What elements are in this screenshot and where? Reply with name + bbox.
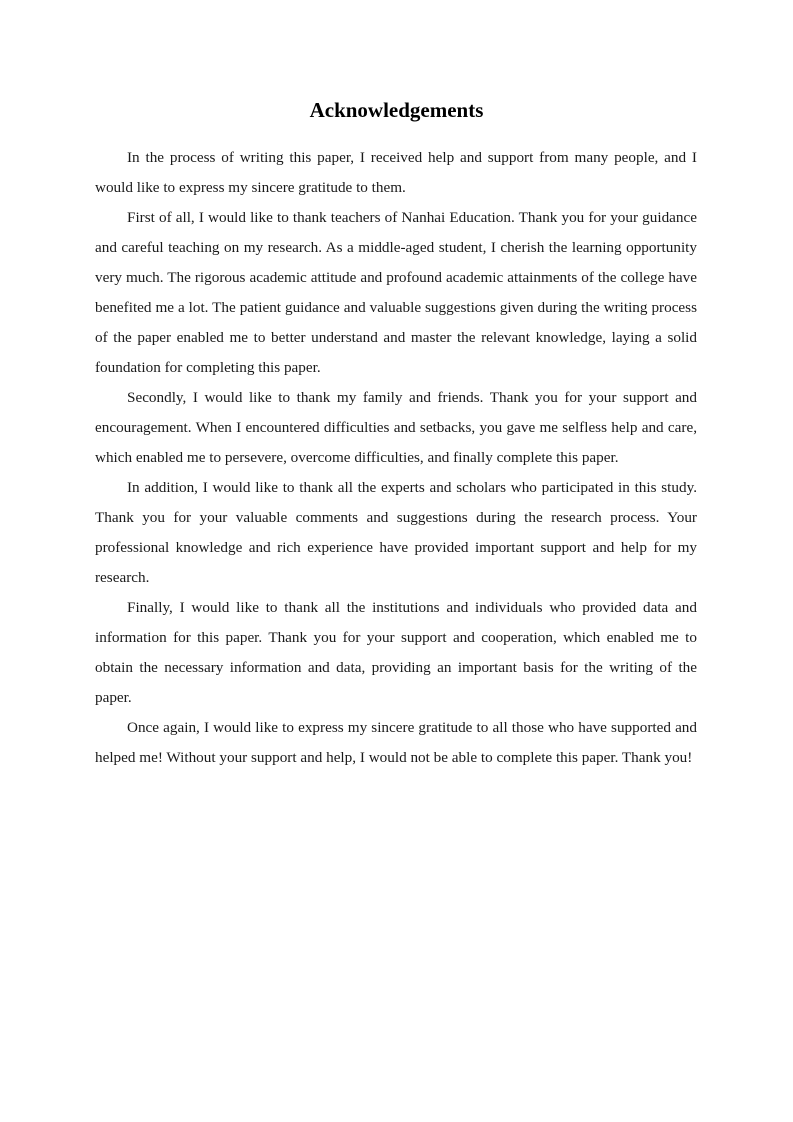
paragraph-family: Secondly, I would like to thank my family and friends. Thank you for your support and encouragement. When I encountered difficulties and setbacks, you gave me selfless help and care, which enabled me to persevere, overcome difficulties, and finally complete this paper.	[95, 389, 697, 466]
paragraph-institutions: Finally, I would like to thank all the institutions and individuals who provided data and information for this paper. Thank you for your support and cooperation, which enabled me to obtain the necessary information and data, providing an important basis for the writing of the paper.	[95, 599, 697, 706]
paragraph-teachers: First of all, I would like to thank teachers of Nanhai Education. Thank you for your guidance and careful teaching on my research. As a middle-aged student, I cherish the learning opportunity very much. The rigorous academic attitude and profound academic attainments of the college have benefited me a lot. The patient guidance and valuable suggestions given during the writing process of the paper enabled me to better understand and master the relevant knowledge, laying a solid foundation for completing this paper.	[95, 209, 697, 376]
paragraph-closing: Once again, I would like to express my sincere gratitude to all those who have supported and helped me! Without your support and help, I would not be able to complete this paper. Thank you!	[95, 719, 697, 766]
paragraph-experts: In addition, I would like to thank all the experts and scholars who participated in this study. Thank you for your valuable comments and suggestions during the research process. Your professional knowledge and rich experience have provided important support and help for my research.	[95, 479, 697, 586]
page-title: Acknowledgements	[309, 98, 484, 122]
document-body	[95, 143, 697, 773]
paragraph-intro: In the process of writing this paper, I received help and support from many people, and I would like to express my sincere gratitude to them.	[95, 149, 697, 196]
